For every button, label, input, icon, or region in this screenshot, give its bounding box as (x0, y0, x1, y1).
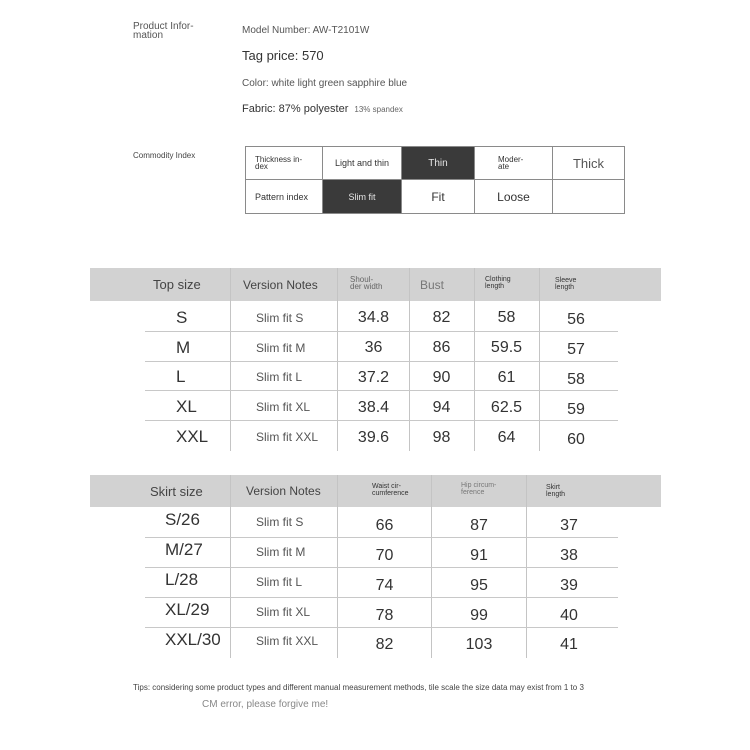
top-sleeve-cell: 59 (567, 401, 585, 418)
thickness-thick: Thick (552, 146, 625, 180)
skirt-length-cell: 39 (560, 577, 578, 594)
top-shoulder-cell: 37.2 (357, 369, 390, 386)
skirt-length-cell: 38 (560, 547, 578, 564)
tips-line2: CM error, please forgive me! (202, 699, 329, 710)
skirt-header-notes: Version Notes (246, 484, 321, 498)
skirt-header-hip (461, 482, 496, 496)
color-list: Color: white light green sapphire blue (242, 78, 408, 89)
skirt-waist-cell: 70 (375, 547, 394, 564)
top-note-cell: Slim fit S (256, 311, 304, 325)
pattern-index-label: Pattern index (245, 179, 323, 214)
top-note-cell: Slim fit XXL (256, 430, 319, 444)
pattern-slim-fit-selected: Slim fit (322, 179, 402, 214)
fabric-info (242, 103, 403, 115)
pattern-loose: Loose (474, 179, 553, 214)
top-bust-cell: 98 (432, 429, 451, 446)
skirt-header-length (546, 484, 565, 498)
shoulder-line1: Shoul- (350, 275, 374, 284)
top-note-cell: Slim fit M (256, 341, 306, 355)
product-info-heading (133, 22, 213, 40)
clothing-line1: Clothing (485, 276, 511, 283)
skirt-hip-cell: 103 (465, 636, 493, 653)
top-note-cell: Slim fit XL (256, 400, 311, 414)
tips-line1: Tips: considering some product types and different manual measurement methods, tile scale the size data may exist from 1 to 3 (133, 683, 584, 692)
tag-price: Tag price: 570 (242, 48, 324, 63)
skirt-note-cell: Slim fit XL (256, 605, 311, 619)
skirt-size-cell: XXL/30 (165, 630, 221, 649)
skirt-waist-cell: 82 (375, 636, 394, 653)
top-note-cell: Slim fit L (256, 370, 303, 384)
skirt-hip-cell: 99 (470, 607, 488, 624)
skirt-hip-cell: 95 (470, 577, 488, 594)
skirt-note-cell: Slim fit M (256, 545, 306, 559)
sleeve-line2: length (555, 284, 575, 291)
thickness-moderate (474, 146, 553, 180)
top-clothing-cell: 58 (497, 309, 516, 326)
skirt-size-cell: S/26 (165, 510, 200, 529)
thickness-label-line1: Thickness in- (255, 155, 303, 164)
top-size-cell: XL (176, 397, 197, 416)
skirt-length-cell: 41 (560, 636, 578, 653)
top-sleeve-cell: 60 (567, 431, 585, 448)
top-header-shoulder (350, 276, 382, 290)
top-clothing-cell: 62.5 (490, 399, 523, 416)
skirt-waist-cell: 74 (375, 577, 394, 594)
skirt-note-cell: Slim fit XXL (256, 634, 319, 648)
top-size-cell: S (176, 308, 188, 327)
top-shoulder-cell: 39.6 (357, 429, 390, 446)
hip-line1: Hip circum- (461, 482, 497, 489)
skirt-size-cell: XL/29 (165, 600, 210, 619)
skirt-length-line1: Skirt (546, 484, 560, 491)
top-shoulder-cell: 34.8 (357, 309, 390, 326)
skirt-hip-cell: 87 (470, 517, 488, 534)
skirt-length-cell: 40 (560, 607, 578, 624)
moderate-line2: ate (498, 162, 510, 171)
skirt-size-cell: L/28 (165, 570, 199, 589)
skirt-hip-cell: 91 (470, 547, 488, 564)
top-bust-cell: 86 (432, 339, 451, 356)
skirt-header-size: Skirt size (150, 484, 203, 499)
top-bust-cell: 90 (432, 369, 451, 386)
top-bust-cell: 94 (432, 399, 451, 416)
thickness-light-and-thin: Light and thin (322, 146, 402, 180)
sleeve-line1: Sleeve (555, 277, 577, 284)
waist-line2: cumference (372, 490, 409, 497)
fabric-extra: 13% spandex (354, 105, 403, 114)
thickness-thin-selected: Thin (401, 146, 475, 180)
top-header-size: Top size (153, 277, 201, 292)
skirt-size-cell: M/27 (165, 540, 203, 559)
waist-line1: Waist cir- (372, 483, 401, 490)
skirt-waist-cell: 78 (375, 607, 394, 624)
moderate-line1: Moder- (498, 155, 524, 164)
top-size-cell: XXL (176, 427, 209, 446)
product-info-heading-line1: Product Infor- (133, 21, 194, 32)
pattern-empty-cell (552, 179, 625, 214)
top-sleeve-cell: 58 (567, 371, 585, 388)
top-shoulder-cell: 36 (364, 339, 383, 356)
top-clothing-cell: 61 (497, 369, 516, 386)
top-bust-cell: 82 (432, 309, 451, 326)
thickness-label-line2: dex (255, 162, 268, 171)
top-clothing-cell: 59.5 (490, 339, 523, 356)
top-header-clothing (485, 276, 511, 290)
top-sleeve-cell: 57 (567, 341, 585, 358)
pattern-fit: Fit (401, 179, 475, 214)
skirt-length-cell: 37 (560, 517, 578, 534)
fabric-main: Fabric: 87% polyester (242, 103, 349, 115)
thickness-index-label (245, 146, 323, 180)
skirt-waist-cell: 66 (375, 517, 394, 534)
skirt-note-cell: Slim fit L (256, 575, 303, 589)
commodity-index-label: Commodity Index (133, 151, 196, 160)
skirt-length-line2: length (546, 491, 566, 498)
top-size-cell: L (176, 367, 186, 386)
top-clothing-cell: 64 (497, 429, 516, 446)
skirt-note-cell: Slim fit S (256, 515, 304, 529)
top-size-cell: M (176, 338, 191, 357)
shoulder-line2: der width (350, 282, 383, 291)
top-header-sleeve (555, 277, 576, 291)
top-header-bust: Bust (420, 278, 445, 292)
product-info-heading-line2: mation (133, 30, 164, 41)
top-header-notes: Version Notes (243, 278, 318, 292)
model-number: Model Number: AW-T2101W (242, 25, 370, 36)
hip-line2: ference (461, 489, 485, 496)
top-shoulder-cell: 38.4 (357, 399, 390, 416)
clothing-line2: length (485, 283, 505, 290)
top-divider (230, 268, 231, 451)
top-sleeve-cell: 56 (567, 311, 585, 328)
skirt-header-waist (372, 483, 409, 497)
